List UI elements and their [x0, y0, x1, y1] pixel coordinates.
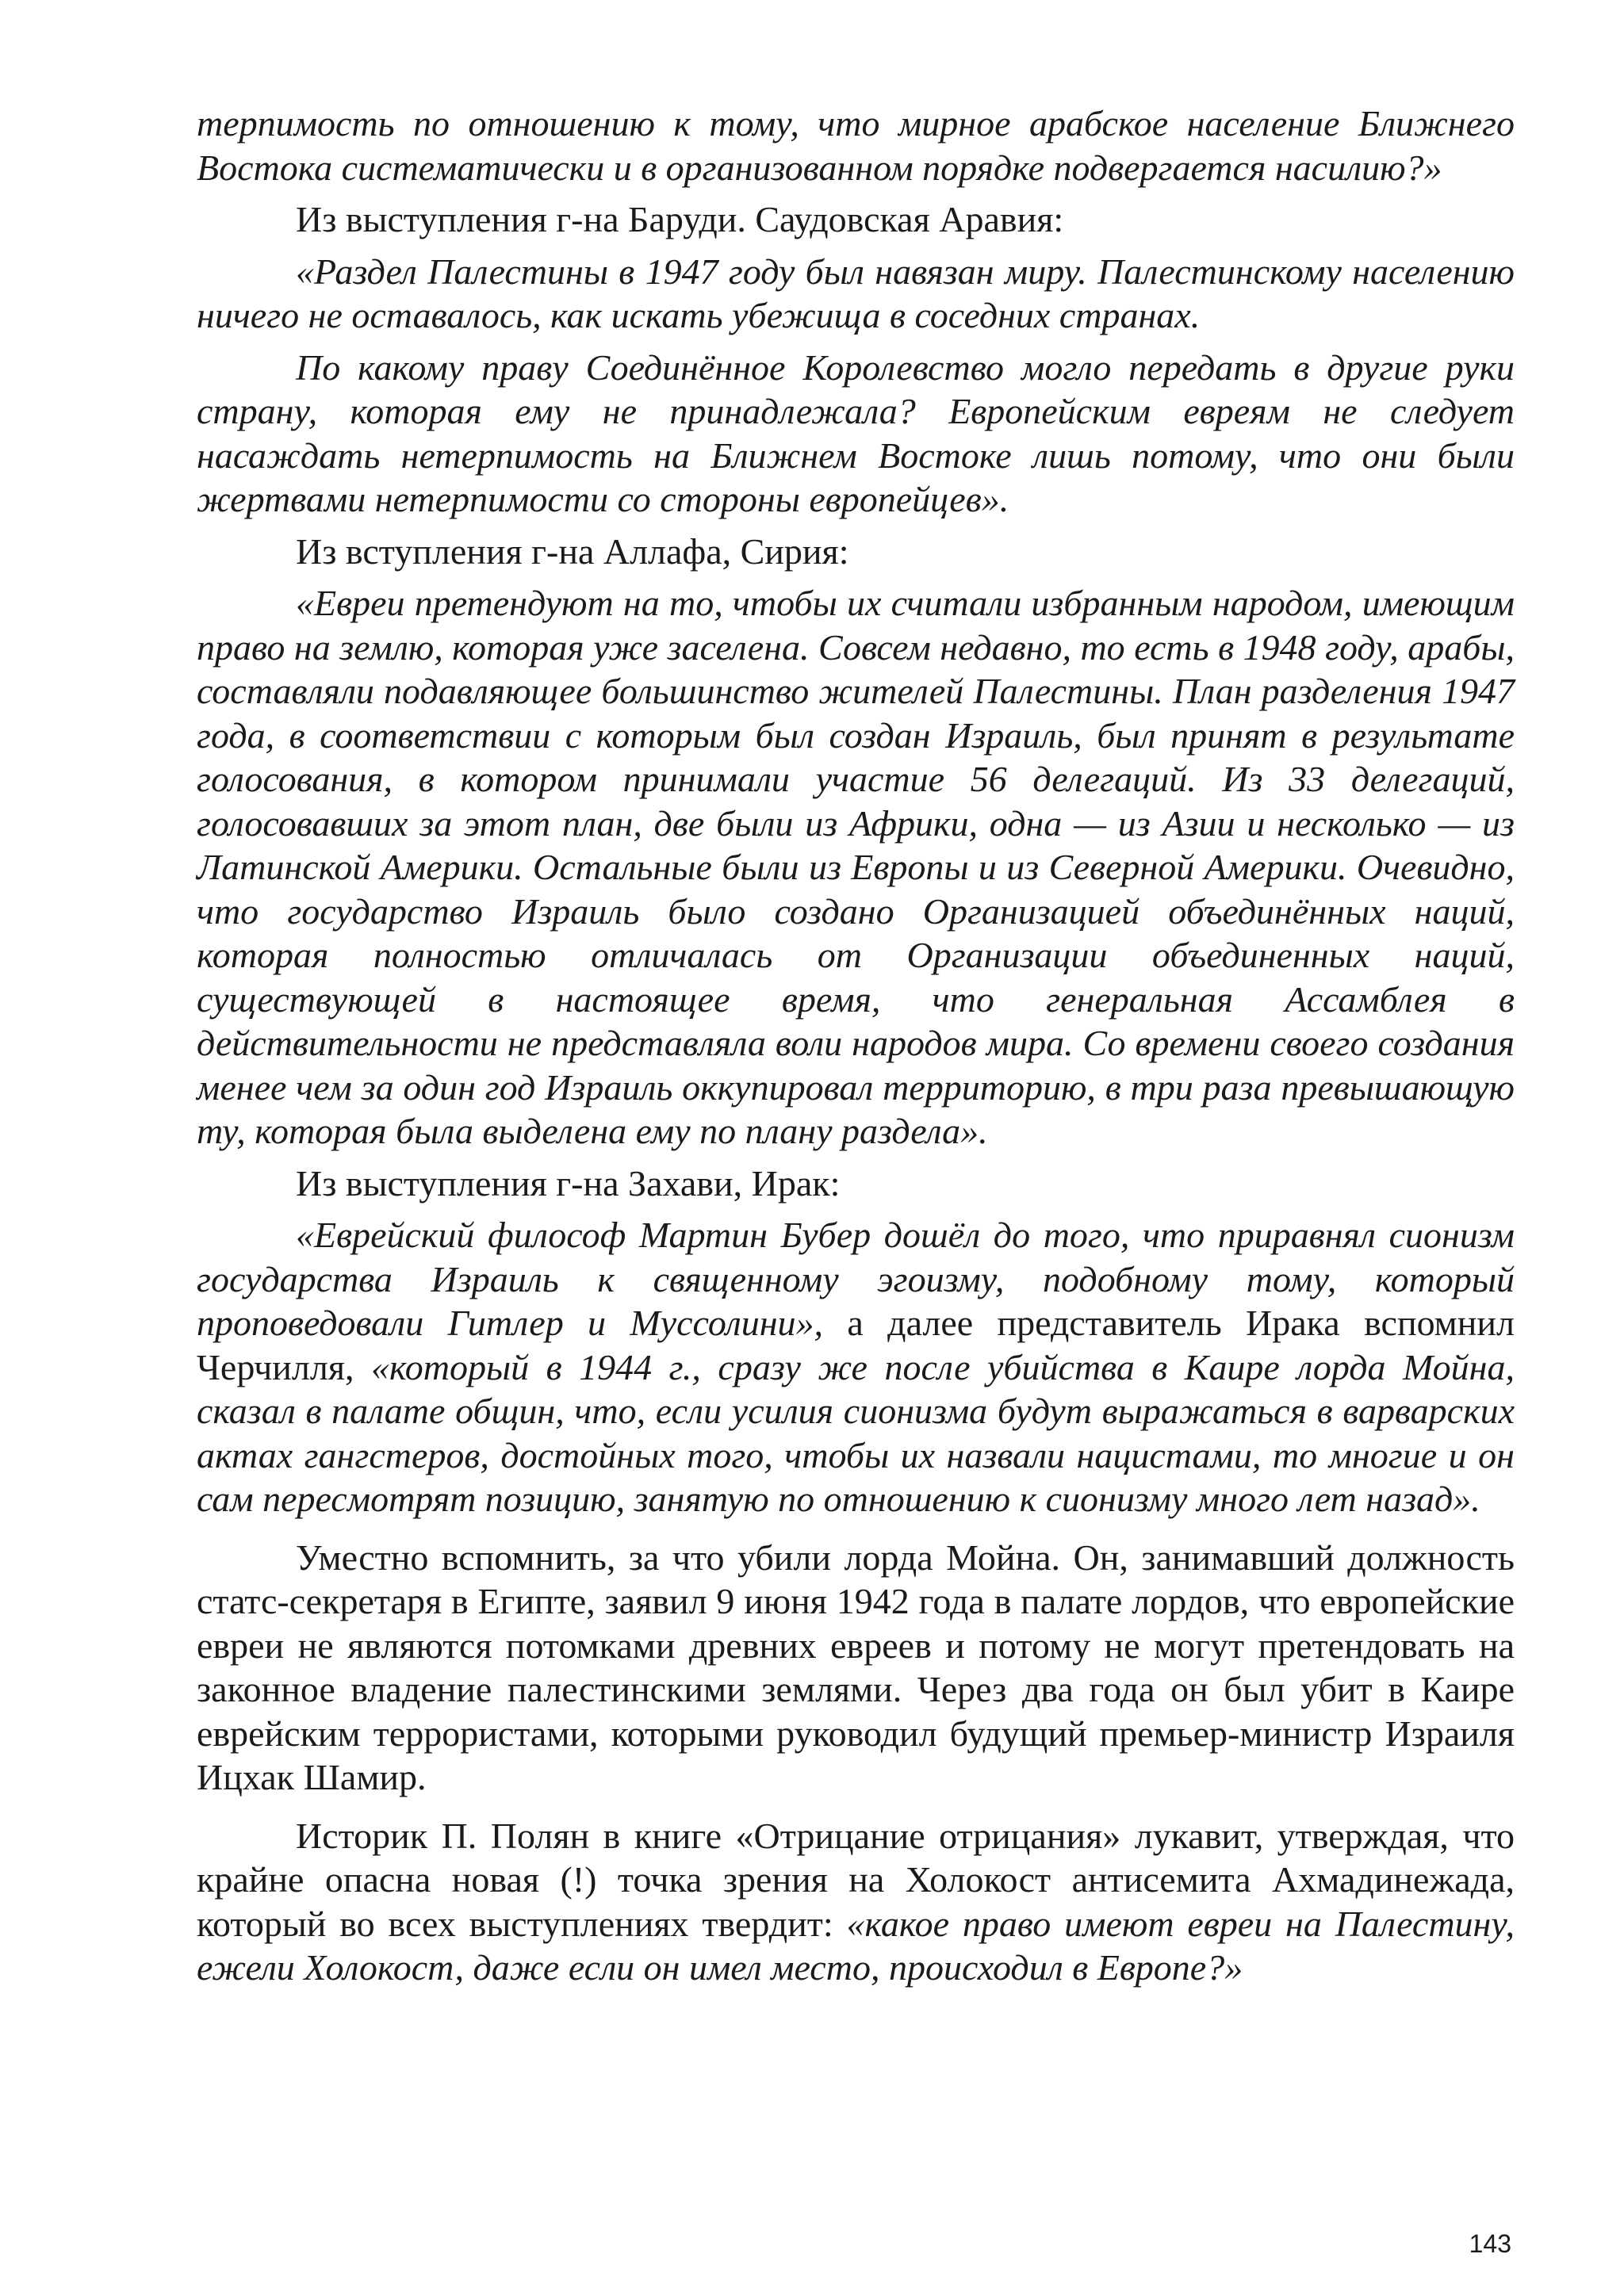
quote-churchill: «который в 1944 г., сразу же после убийства в Каире лорда Мойна, сказал в палате общин, что, если усилия сионизма будут выражаться в варварских актах гангстеров, достойных того, чтобы их назвали нацистами, то многие и он сам пересмотрят позицию, занятую по отношению к сионизму много лет назад».	[197, 1346, 1515, 1519]
paragraph-quote-baroudi-2: По какому праву Соединённое Королевство могло передать в другие руки страну, которая ему не принадлежала? Европейским евреям не следует насаждать нетерпимость на Ближнем Востоке лишь потому, что они были жертвами нетерпимости со стороны европейцев».	[197, 346, 1515, 519]
document-body	[197, 101, 1515, 1990]
paragraph-quote-continuation: терпимость по отношению к тому, что мирное арабское население Ближнего Востока систематически и в организованном порядке подвергается насилию?»	[197, 103, 1515, 188]
quote-ahmadinejad: «какое право имеют евреи на Палестину, ежели Холокост, даже если он имел место, происходил в Европе?»	[197, 1903, 1515, 1988]
page-number: 143	[1469, 2229, 1511, 2258]
paragraph-quote-baroudi-1: «Раздел Палестины в 1947 году был навязан миру. Палестинскому населению ничего не оставалось, как искать убежища в соседних странах.	[197, 251, 1515, 335]
text-polyan: Историк П. Полян в книге «Отрицание отрицания» лукавит, утверждая, что крайне опасна новая (!) точка зрения на Холокост антисемита Ахмадинежада, который во всех выступлениях твердит:	[197, 1815, 1515, 1944]
paragraph-speaker-allaf: Из вступления г-на Аллафа, Сирия:	[296, 530, 849, 572]
paragraph-quote-zahavi	[197, 1213, 1515, 1521]
paragraph-speaker-baroudi: Из выступления г-на Баруди. Саудовская Аравия:	[296, 199, 1064, 239]
paragraph-polyan	[197, 1814, 1515, 1990]
paragraph-quote-allaf: «Евреи претендуют на то, чтобы их считали избранным народом, имеющим право на землю, которая уже заселена. Совсем недавно, то есть в 1948 году, арабы, составляли подавляющее большинство жителей Палестины. План разделения 1947 года, в соответствии с которым был создан Израиль, был принят в результате голосования, в котором принимали участие 56 делегаций. Из 33 делегаций, голосовавших за этот план, две были из Африки, одна — из Азии и несколько — из Латинской Америки. Остальные были из Европы и из Северной Америки. Очевидно, что государство Израиль было создано Организацией объединённых наций, которая полностью отличалась от Организации объединенных наций, существующей в настоящее время, что генеральная Ассамблея в действительности не представляла воли народов мира. Со времени своего создания менее чем за один год Израиль оккупировал территорию, в три раза превышающую ту, которая была выделена ему по плану раздела».	[197, 583, 1515, 1151]
quote-buber: «Еврейский философ Мартин Бубер дошёл до того, что приравнял сионизм государства Израиль к священному эгоизму, подобному тому, который проповедовали Гитлер и Муссолини»,	[197, 1215, 1515, 1343]
paragraph-speaker-zahavi: Из выступления г-на Захави, Ирак:	[296, 1162, 841, 1203]
text-iraq-representative: а далее представитель Ирака вспомнил Черчилля,	[197, 1303, 1515, 1387]
paragraph-lord-moyne: Уместно вспомнить, за что убили лорда Мойна. Он, занимавший должность статс-секретаря в Египте, заявил 9 июня 1942 года в палате лордов, что европейские евреи не являются потомками древних евреев и потому не могут претендовать на законное владение палестинскими землями. Через два года он был убит в Каире еврейским террористами, которыми руководил будущий премьер-министр Израиля Ицхак Шамир.	[197, 1536, 1515, 1797]
